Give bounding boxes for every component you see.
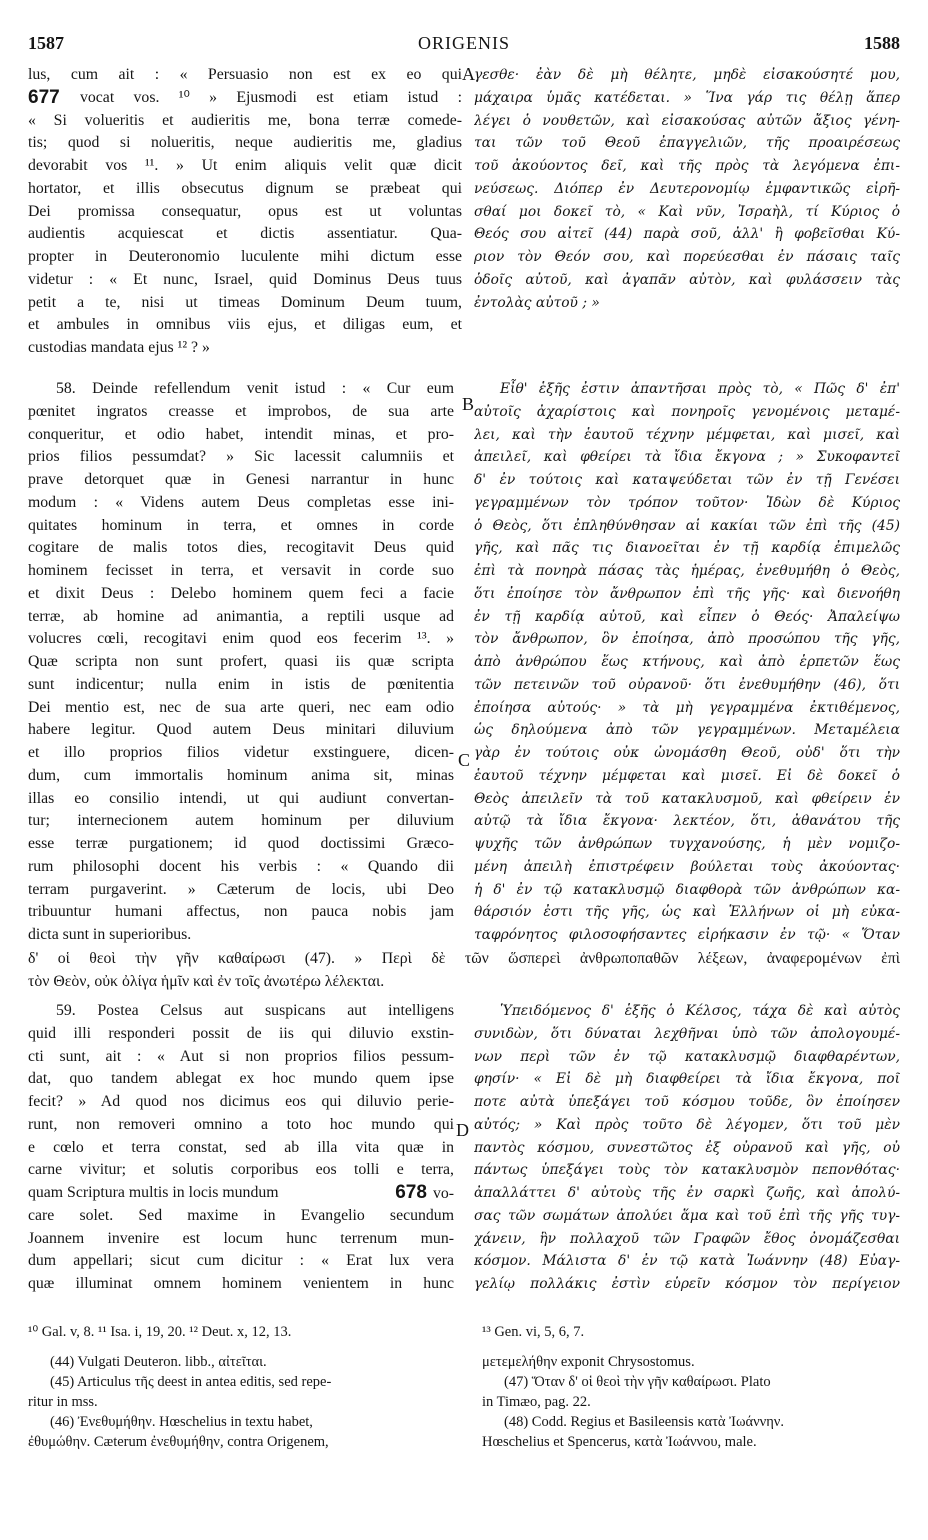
text-line: ὡς δηλούμενα ἀπὸ τῶν γεγραμμένων. Μεταμέλεια [474,722,900,739]
text-line: δ' οἱ θεοὶ τὴν γῆν καθαίρωσι (47). » Περὶ δὲ τῶν ὥσπερεὶ ἀνθρωποπαθῶν λέξεων, ἀναφερομένων ἐπὶ [28,950,900,967]
text-line: quam Scriptura multis in locis mundum 678 vo- [28,1182,454,1205]
text-line: Θεός σου αἰτεῖ (44) παρὰ σοῦ, ἀλλ' ἢ φοβεῖσθαι Κύ- [474,226,900,243]
text-line: ἀπαλλάττει δ' αὐτοὺς τῆς ἐν σαρκὶ ζωῆς, καὶ ἀπολύ- [474,1185,900,1201]
notes-left [28,1352,468,1452]
text-line: (44) Vulgati Deuteron. libb., αἰτεῖται. [50,1354,267,1370]
text-line: ἀπειλεῖ, καὶ φθείρει τὰ ἴδια ἔκγονα ; » Συκοφαντεῖ [474,449,900,466]
text-line: conqueritur, et odio habet, intendit minas, et pro- [28,425,454,443]
text-line: lus, cum ait : « Persuasio non est ex eo qui [28,66,462,83]
text-line: quid illi responderi possit de iis qui diluvio exstin- [28,1024,454,1042]
text-line: χάνειν, ἣν πολλαχοῦ τῶν Γραφῶν ἔθος ὀνομάζεσθαι [474,1230,900,1247]
text-line: (48) Codd. Regius et Basileensis κατὰ Ἰωάννην. [504,1414,784,1430]
text-line: dum, cum immortalis hominum anima sit, minas [28,766,454,784]
text-line: ὁ Θεὸς, ὅτι ἐπληθύνθησαν αἱ κακίαι τῶν ἐπὶ τῆς (45) [474,517,900,534]
hyphenated-syllable: vo- [432,1185,454,1202]
margin-letter-c: C [458,750,471,770]
text-line: 58. Deinde refellendum venit istud : « Cur eum [56,380,454,397]
text-line: ἐντολὰς αὐτοῦ ; » [474,294,600,311]
text-line: runt, non removeri omnino a toto hoc mundo qui [28,1115,454,1133]
text-line: ἡ δ' ἐν τῷ κατακλυσμῷ διαφθορὰ τῶν ἀνθρώπων κα- [474,881,900,898]
text-line: ὁδοῖς αὐτοῦ, καὶ ἀγαπᾶν αὐτὸν, καὶ φυλάσσειν τὰς [474,271,900,288]
text-line: νεύσεως. Διόπερ ἐν Δευτερονομίῳ ἐμφαντικῶς εἰρῆ- [474,180,900,197]
text-line: Εἶθ' ἑξῆς ἐστιν ἀπαντῆσαι πρὸς τὸ, « Πῶς δ' ἐπ' [500,381,900,397]
text-line: (47) Ὅταν δ' οἱ θεοὶ τὴν γῆν καθαίρωσι. Plato [504,1374,771,1390]
text-line: συνιδὼν, ὅτι δύναται λεχθῆναι ὑπὸ τῶν ἀπολογουμέ- [474,1025,900,1042]
text-line: audientis acquiescat et dictis assentiatur. Qua- [28,225,462,243]
text-line: ἀπὸ ἀνθρώπου ἕως κτήνους, καὶ ἀπὸ ἑρπετῶν ἕως [474,654,900,670]
text-line: esse terræ purgationem; id quod doctissimi Græco- [28,835,454,852]
text-line: hortator, et illis obsecutus dignum se præbeat qui [28,179,462,197]
text-line: ποτε αὐτὰ ὑπεξάγει τοῦ κόσμου τοῦδε, ὃν ἐποίησεν [474,1094,900,1110]
latin-section-58 [28,378,454,947]
text-line: τὸν Θεὸν, οὐκ ὀλίγα ἡμῖν καὶ ἐν τοῖς ἀνωτέρω λέλεκται. [28,972,385,990]
text-line: πάντως ὑπεξάγει τοὺς τὸν κατακλυσμὸν πεπονθότας· [474,1162,900,1179]
text-line: rum philosophi docent his verbis : « Quando dii [28,857,454,875]
greek-column-top [474,64,900,314]
text-line: quitates hominum in terra, et omnes in corde [28,516,454,534]
text-line: παντὸς κόσμου, συνεστῶτος ἐξ οὐρανοῦ καὶ γῆς, οὐ [474,1139,900,1156]
notes-right [482,1352,900,1452]
text-line: quæ illuminat omnem hominem venientem in hunc [28,1275,454,1292]
text-line: et ambules in omnibus viis ejus, et diligas eum, et [28,316,462,334]
text-line: tur; internecionem autem hominum per diluvium [28,812,454,830]
margin-letter-d: D [456,1120,469,1140]
text-line: (46) Ἐνεθυμήθην. Hœschelius in textu habet, [50,1414,313,1430]
text-line: Θεὸς ἀπειλεῖν τὰ τοῦ κατακλυσμοῦ, καὶ φθείρειν ἐν [474,790,900,807]
text-line: Dei mentio est, nec de sua arte queri, nec eam odio [28,698,454,716]
text-line: Quæ scripta non sunt profert, quasi iis quæ scripta [28,653,454,670]
page-number-left: 1587 [28,33,64,53]
text-line: hominem fecisset in terra, et versavit in corde suo [28,562,454,579]
text-line: prios filios pessumdat? » Sic lacessit calumniis et [28,448,454,466]
text-line: αὐτός; » Καὶ πρὸς τοῦτο δὲ λέγομεν, ὅτι τοῦ μὲν [474,1116,900,1133]
text-line: illas eo consilio intendi, ut qui audiunt convertan- [28,789,454,807]
text-line: δ' ἐν τούτοις καὶ καταψεύδεται τῶν ἐν τῇ Γενέσει [474,472,900,488]
running-title: ORIGENIS [418,33,510,53]
text-line: ἑαυτοῦ τέχνην μέμφεται καὶ μισεῖ. Εἰ δὲ δοκεῖ ὁ [474,767,900,784]
text-line: volucres cœli, recogitavi enim quod eos fecerim ¹³. » [28,630,454,648]
text-line: λει, καὶ τὴν ἑαυτοῦ τέχνην μέμφεται, καὶ μισεῖ, καὶ [474,426,900,443]
text-line: ται τῶν τοῦ Θεοῦ ἐπαγγελιῶν, τῆς προαιρέσεως [474,135,900,152]
text-line: ταφρόνητος φιλοσοφήσαντες εἰρήκασιν ἐν τῷ· « Ὅταν [474,927,900,943]
text-line: ψυχῆς τῶν ἀνθρώπων τυγχανούσης, ἡ μὲν νομιζο- [474,836,900,852]
scripture-reference-line: ¹⁰ Gal. v, 8. ¹¹ Isa. i, 19, 20. ¹² Deut. x, 12, 13. [28,1324,292,1340]
scripture-references-right [482,1322,900,1342]
text-line: modum : « Videns autem Deus completas esse ini- [28,493,454,511]
text-line: petit a te, nisi ut timeas Dominum Deum tuum, [28,293,462,311]
text-line: dum appellari; sicut cum dicitur : « Erat lux vera [28,1252,454,1270]
text-line: Ὑπειδόμενος δ' ἑξῆς ὁ Κέλσος, τάχα δὲ καὶ αὐτὸς [500,1003,900,1019]
latin-section-59 [28,1000,454,1296]
text-line: ritur in mss. [28,1394,98,1410]
text-line: τοῦ ἀκούοντος δεῖ, καὶ τῆς πρὸς τὰ λεγόμενα ἐπι- [474,158,900,174]
column-number-678: 678 [395,1182,427,1203]
text-line: γεγραμμένων τὸν τρόπον τοῦτον· Ἰδὼν δὲ Κύριος [474,494,900,511]
text-line: σθαί μοι δοκεῖ τὸ, « Καὶ νῦν, Ἰσραὴλ, τί Κύριος ὁ [474,203,900,220]
text-line: ἐπὶ τὰ πονηρὰ πάσας τὰς ἡμέρας, ἐνεθυμήθη ὁ Θεὸς, [474,563,900,579]
text-line: terræ, ab homine ad animantia, a reptili usque ad [28,607,454,625]
running-header [28,33,900,57]
text-line: Hœschelius et Spencerus, κατὰ Ἰωάννου, male. [482,1434,757,1450]
text-line: tribuuntur humani affectus, non pauca nobis jam [28,903,454,921]
column-number-677: 677 [28,87,60,108]
margin-letter-b: B [462,394,475,414]
text-line: habere legitur. Quod autem Deus minitari diluvium [28,721,454,739]
text-line: αὐτοῖς ἀχαρίστοις καὶ πονηροῖς γενομένοις μεταμέ- [474,403,900,420]
text-line: « Si volueritis et audieritis me, bona terræ comede- [28,111,462,129]
text-line: cti sunt, ait : « Aut si non proprios filios pessum- [28,1047,454,1065]
text-line: μετεμελήθην exponit Chrysostomus. [482,1354,695,1370]
text-line: sunt indicentur; nulla enim in istis de pœnitentia [28,675,454,693]
text-line: κόσμον. Μάλιστα δ' ἐν τῷ κατὰ Ἰωάννην (48) Εὐαγ- [474,1253,900,1270]
text-line: propter in Deuteronomio luculente mihi dictum esse [28,248,462,265]
text-line: et dixit Deus : Delebo hominem quem feci a facie [28,584,454,602]
text-line: custodias mandata ejus ¹² ? » [28,339,210,356]
text-line: vocat vos. ¹⁰ » Ejusmodi est etiam istud : [80,88,462,106]
text-line: σας τῶν σωμάτων ἀπολύει ἅμα καὶ τοῦ ἐπὶ τῆς γῆς τυγ- [474,1207,900,1224]
text-line: γῆς, καὶ πᾶς τις διανοεῖται ἐν τῇ καρδίᾳ ἐπιμελῶς [474,540,900,557]
greek-section-59 [474,1000,900,1296]
scripture-reference-line: ¹³ Gen. vi, 5, 6, 7. [482,1324,585,1340]
text-line: ριον τὸν Θεόν σου, καὶ πορεύεσθαι ἐν πάσαις ταῖς [474,249,900,265]
text-line: φησίν· « Εἰ δὲ μὴ διαφθείρει τὰ ἴδια ἔκγονα, ποῖ [474,1071,900,1088]
text-line: 59. Postea Celsus aut suspicans aut intelligens [56,1002,454,1019]
text-line: prave detorquet quæ in Genesi narrantur in hunc [28,471,454,488]
margin-letter-a: A [462,64,475,84]
text-line: μάχαιρα ὑμᾶς κατέδεται. » Ἵνα γάρ τις θέλῃ ἅπερ [474,89,900,106]
page-number-right: 1588 [864,33,900,53]
text-line: dat, quo tandem ablegat ex hoc mundo quem ipse [28,1070,454,1088]
text-line: dicta sunt in superioribus. [28,926,192,943]
text-line: Joannem invenire est locum hunc terrenum mun- [28,1229,454,1247]
text-line: care solet. Sed maxime in Evangelio secundum [28,1206,454,1224]
text-line: θάρσιόν ἐστι τῆς γῆς, ὡς καὶ Ἑλλήνων οἱ μὴ εὐκα- [474,904,900,921]
text-line: pœnitet ingratos creasse et improbos, de sua arte [28,402,454,420]
text-line: αὐτῷ τὰ ἴδια ἔκγονα· λεκτέον, ὅτι, ἀθανάτου τῆς [474,813,900,830]
text-line: ὅτι ἐποίησε τὸν ἄνθρωπον ἐπὶ τῆς γῆς· καὶ διενοήθη [474,585,900,602]
scripture-references-left [28,1322,468,1342]
text-line: (45) Articulus τῆς deest in antea editis, sed repe- [50,1374,332,1390]
text-line: fecit? » Ad quod nos dicimus eos qui diluvio perie- [28,1093,454,1110]
text-line: ἐποίησα αὐτούς· » τὰ μὴ γεγραμμένα ἐκτιθέμενος, [474,699,900,716]
full-width-text [28,948,900,994]
text-line: ἐθυμώθην. Cæterum ἐνεθυμήθην, contra Origenem, [28,1434,329,1450]
text-line: terram purgaverint. » Cæterum de locis, ubi Deo [28,880,454,898]
text-line: γελίῳ πολλάκις ἐστὶν εὑρεῖν κόσμον τὸν περίγειον [474,1276,900,1292]
text-line: tis; quod si nolueritis, neque audieritis me, gladius [28,134,462,152]
text-line: γὰρ ἐν τούτοις οὐκ ὠνομάσθη Θεοῦ, οὐδ' ὅτι τὴν [474,745,900,761]
text-line: τῶν πετεινῶν τοῦ οὐρανοῦ· ὅτι ἐνεθυμήθην (46), ὅτι [474,676,900,693]
text-line: Dei promissa consequatur, opus est ut voluntas [28,202,462,220]
text-line: λέγει ὁ νουθετῶν, καὶ εἰσακούσας αὐτῶν ἄξιος γένη- [474,112,900,129]
text-line: μένη ἀπειλὴ ἐπιστρέφειν βούλεται τοὺς ἀκούοντας· [474,858,900,875]
text-line: videtur : « Et nunc, Israel, quid Dominus Deus tuus [28,270,462,288]
text-line: τὸν ἄνθρωπον, ὃν ἐποίησα, ἀπὸ προσώπου τῆς γῆς, [474,631,900,648]
text-line: γεσθε· ἐὰν δὲ μὴ θέλητε, μηδὲ εἰσακούσητέ μου, [474,67,900,83]
text-line: carne vivitur; et solutis corporibus eos tolli e terra, [28,1161,454,1179]
text-line: ἐν τῇ καρδίᾳ αὐτοῦ, καὶ εἶπεν ὁ Θεός· Ἀπαλείψω [474,608,900,625]
text-line: et illo proprios filios videtur exstinguere, dicen- [28,744,454,761]
text-line: νων περὶ τῶν ἐν τῷ κατακλυσμῷ διαφθαρέντων, [474,1048,900,1065]
greek-section-58 [474,378,900,947]
text-line: cogitare de malis totos dies, recogitavit Deus quid [28,539,454,557]
text-line: in Timæo, pag. 22. [482,1394,591,1410]
latin-column-top [28,64,462,360]
column-number-678-group [395,1182,454,1205]
text-line: e cœlo et terra constat, sed ab illa vita quæ in [28,1138,454,1156]
text-line: devorabit vos ¹¹. » Ut enim aliquis velit quæ dicit [28,157,462,174]
